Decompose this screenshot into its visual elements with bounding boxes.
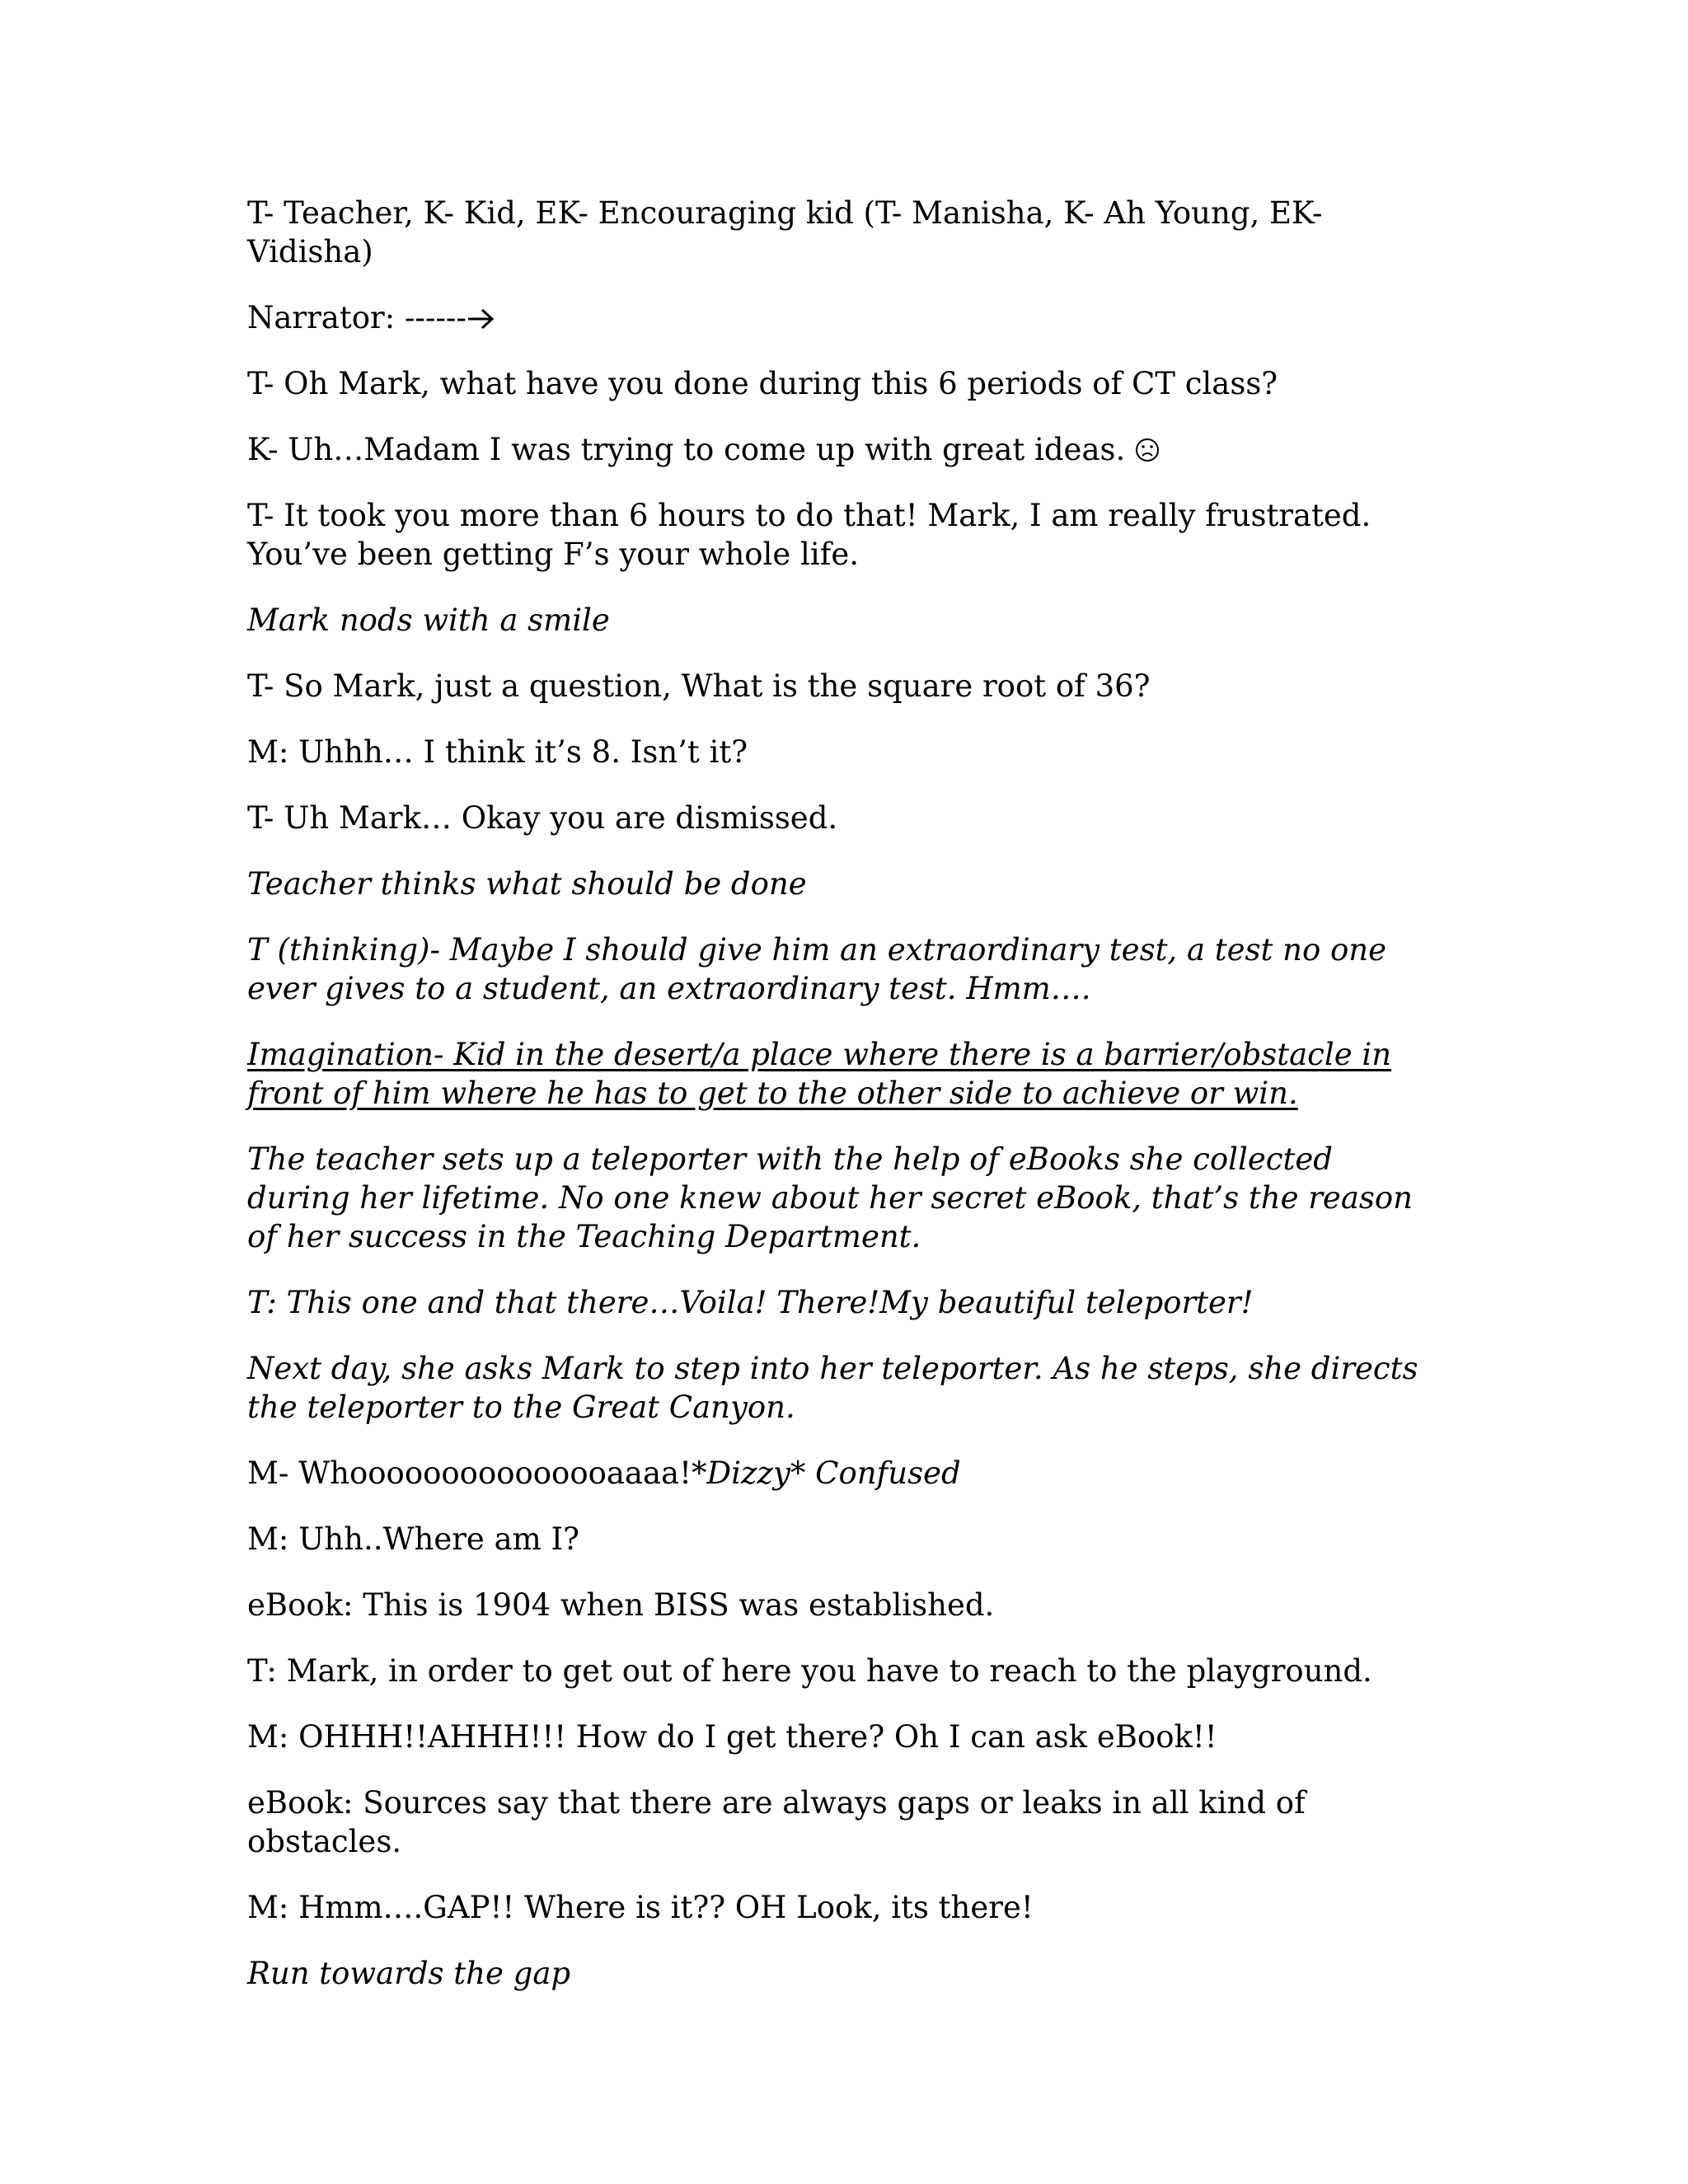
dialogue-line: [247, 430, 1434, 469]
document-page: [247, 194, 1434, 2020]
cast-list: T- Teacher, K- Kid, EK- Encouraging kid (T- Manisha, K- Ah Young, EK- Vidisha): [247, 195, 1323, 269]
imagination-line: Imagination- Kid in the desert/a place where there is a barrier/obstacle in front of him where he has to get to the other side to achieve or win.: [247, 1037, 1392, 1111]
right-arrow-icon: [467, 307, 495, 331]
stage-direction: T: This one and that there…Voila! There!My beautiful teleporter!: [247, 1285, 1254, 1320]
dialogue-line: eBook: This is 1904 when BISS was established.: [247, 1587, 995, 1623]
dialogue-line: T- Uh Mark… Okay you are dismissed.: [247, 800, 838, 836]
narrator-line: [247, 298, 1434, 337]
thinking-line: T (thinking)- Maybe I should give him an extraordinary test, a test no one ever gives to a student, an extraordinary test. Hmm….: [247, 932, 1387, 1006]
narrator-label: Narrator: ------: [247, 300, 467, 335]
dialogue-line: T- So Mark, just a question, What is the square root of 36?: [247, 668, 1151, 704]
stage-direction: Teacher thinks what should be done: [247, 866, 807, 902]
dialogue-line: M: OHHH!!AHHH!!! How do I get there? Oh I can ask eBook!!: [247, 1719, 1217, 1755]
dialogue-line: T- Oh Mark, what have you done during this 6 periods of CT class?: [247, 366, 1278, 401]
dialogue-line: M: Uhhh… I think it’s 8. Isn’t it?: [247, 734, 748, 770]
stage-direction: Mark nods with a smile: [247, 602, 610, 638]
dialogue-line: eBook: Sources say that there are always gaps or leaks in all kind of obstacles.: [247, 1785, 1306, 1859]
dialogue-line: [247, 1454, 1434, 1493]
dialogue-text: M- Whooooooooooooooaaaa!: [247, 1455, 692, 1491]
stage-direction: Next day, she asks Mark to step into her teleporter. As he steps, she directs the teleporter to the Great Canyon.: [247, 1351, 1418, 1425]
stage-direction: The teacher sets up a teleporter with the help of eBooks she collected during her lifetime. No one knew about her secret eBook, that’s the reason of her success in the Teaching Department.: [247, 1141, 1413, 1254]
dialogue-line: T- It took you more than 6 hours to do that! Mark, I am really frustrated. You’ve been getting F’s your whole life.: [247, 498, 1372, 572]
dialogue-line: T: Mark, in order to get out of here you have to reach to the playground.: [247, 1653, 1372, 1689]
frowning-face-icon: [1135, 438, 1160, 462]
stage-direction: Run towards the gap: [247, 1956, 571, 1991]
dialogue-line: M: Hmm….GAP!! Where is it?? OH Look, its there!: [247, 1890, 1034, 1925]
dialogue-text: K- Uh…Madam I was trying to come up with great ideas.: [247, 432, 1126, 467]
stage-direction-inline: *Dizzy* Confused: [691, 1455, 961, 1491]
dialogue-line: M: Uhh..Where am I?: [247, 1521, 579, 1557]
